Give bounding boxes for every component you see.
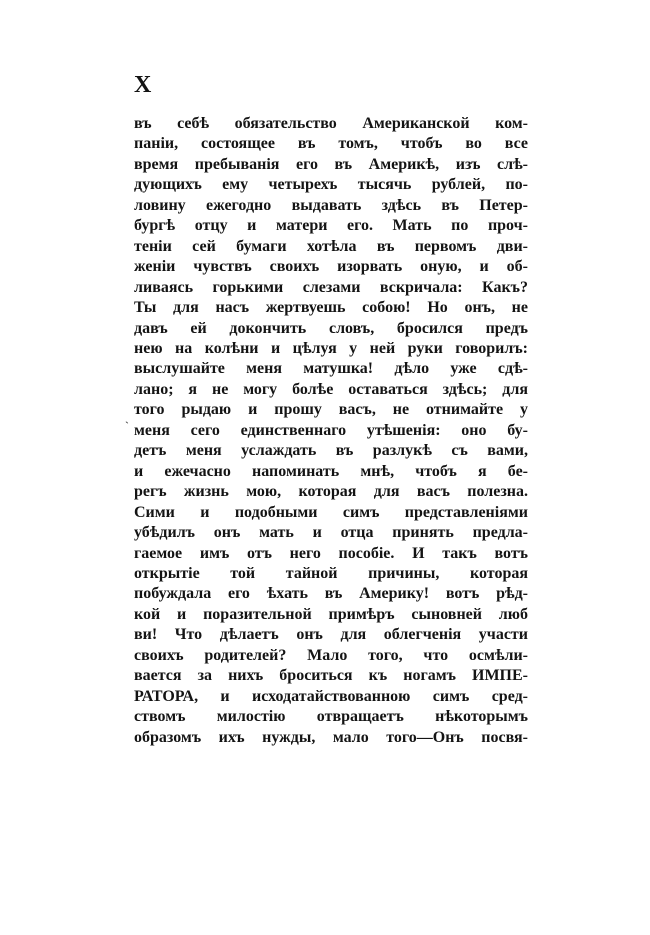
text-line: убѣдилъ онъ мать и отца принять предла- [134,524,528,542]
margin-mark: ` [125,419,129,433]
text-line: въ себѣ обязательство Американской ком- [134,115,528,132]
text-line: нею на колѣни и цѣлуя у ней руки говорилъ: [134,339,528,357]
text-line: ливаясь горькими слезами вскричала: Какъ? [134,278,528,296]
text-line: меня сего единственнаго утѣшенiя: оно бу- [134,421,528,439]
text-line: вается за нихъ броситься къ ногамъ ИМПЕ- [134,667,528,685]
text-line: побуждала его ѣхать въ Америку! вотъ рѣд- [134,585,528,603]
text-line: регъ жизнь мою, которая для васъ полезна. [134,483,528,501]
text-line: открытiе той тайной причины, которая [134,564,528,582]
text-line: кой и поразительной примѣръ сыновней люб [134,605,528,623]
text-line: бургѣ отцу и матери его. Мать по проч- [134,217,528,235]
text-line: детъ меня услаждать въ разлукѣ съ вами, [134,442,528,460]
text-line: того рыдаю и прошу васъ, не отнимайте у [134,401,528,419]
text-line: лано; я не могу болѣе оставаться здѣсь; для [134,380,528,398]
text-line: и ежечасно напоминать мнѣ, чтобъ я бе- [134,462,528,480]
text-line: панiи, состоящее въ томъ, чтобъ во все [134,135,528,153]
text-line: ловину ежегодно выдавать здѣсь въ Петер- [134,196,528,214]
text-line: образомъ ихъ нужды, мало того—Онъ посвя- [134,728,528,746]
body-text [134,114,528,748]
text-line: Сими и подобными симъ представленiями [134,503,528,521]
text-line: время пребыванiя его въ Америкѣ, изъ слѣ- [134,155,528,173]
text-line: Ты для насъ жертвуешь собою! Но онъ, не [134,299,528,317]
text-line: дующихъ ему четырехъ тысячь рублей, по- [134,176,528,194]
text-line: давъ ей докончить словъ, бросился предъ [134,319,528,337]
text-line: РАТОРА, и исходатайствованною симъ сред- [134,687,528,705]
text-line: гаемое имъ отъ него пособiе. И такъ вотъ [134,544,528,562]
text-line: своихъ родителей? Мало того, что осмѣли- [134,646,528,664]
page-number: X [134,72,152,98]
text-line: ви! Что дѣлаетъ онъ для облегченiя участи [134,626,528,644]
text-line: ствомъ милостiю отвращаетъ нѣкоторымъ [134,708,528,726]
text-line: женiи чувствъ своихъ изорвать оную, и об- [134,258,528,276]
text-line: тенiи сей бумаги хотѣла въ первомъ дви- [134,237,528,255]
text-line: выслушайте меня матушка! дѣло уже сдѣ- [134,360,528,378]
